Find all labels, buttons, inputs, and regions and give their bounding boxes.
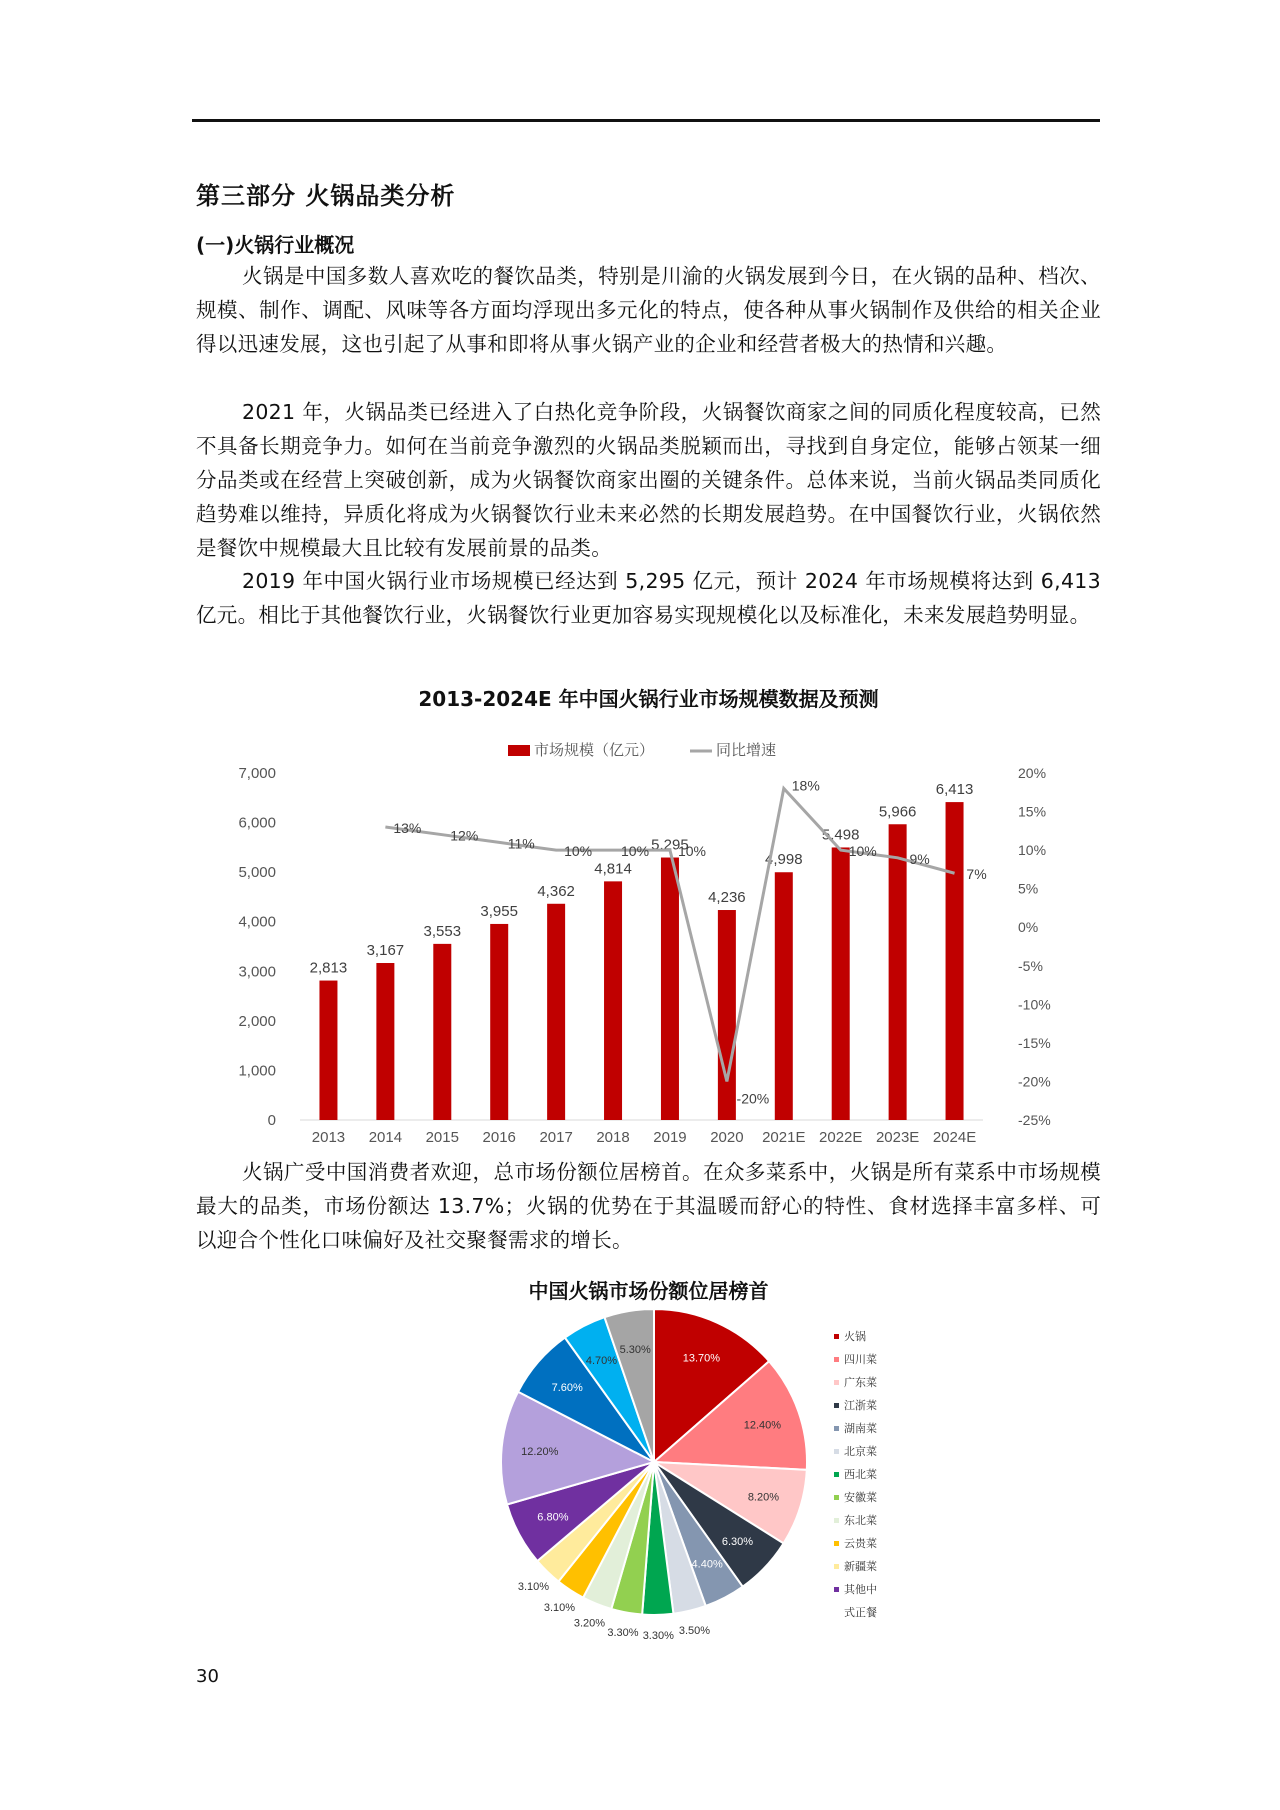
category-label: 2021E xyxy=(762,1129,806,1146)
growth-data-label: 9% xyxy=(909,850,930,867)
category-label: 2024E xyxy=(932,1129,977,1146)
legend-swatch xyxy=(834,1380,839,1385)
pie-data-label: 3.30% xyxy=(642,1629,674,1642)
bar-data-label: 4,998 xyxy=(765,851,803,869)
pie-data-label: 3.30% xyxy=(607,1627,639,1640)
pie-data-label: 8.20% xyxy=(747,1491,780,1504)
right-axis-tick: -15% xyxy=(1018,1034,1051,1051)
category-label: 2022E xyxy=(819,1129,863,1146)
growth-data-label: 10% xyxy=(621,843,650,860)
legend-line-label: 同比增速 xyxy=(716,742,777,759)
right-axis-tick: 0% xyxy=(1018,919,1039,936)
paragraph-1: 火锅是中国多数人喜欢吃的餐饮品类，特别是川渝的火锅发展到今日，在火锅的品种、档次、规模、制作、调配、风味等各方面均浮现出多元化的特点，使各种从事火锅制作及供给的相关企业得以迅速发展，这也引起了从事和即将从事火锅产业的企业和经营者极大的热情和兴趣。 xyxy=(196,264,1101,356)
pie-data-label: 4.70% xyxy=(585,1354,618,1367)
category-label: 2016 xyxy=(482,1129,516,1146)
pie-data-label: 7.60% xyxy=(551,1381,583,1394)
category-label: 2013 xyxy=(311,1129,346,1146)
bar xyxy=(661,858,679,1120)
legend-swatch xyxy=(834,1495,839,1500)
right-axis-tick: 5% xyxy=(1018,880,1039,897)
pie-data-label: 6.80% xyxy=(537,1511,569,1524)
right-axis-tick: 15% xyxy=(1018,803,1047,820)
legend-label: 东北菜 xyxy=(844,1515,877,1527)
bar-data-label: 3,955 xyxy=(480,902,518,920)
right-axis-tick: 20% xyxy=(1018,765,1047,781)
bar-data-label: 3,553 xyxy=(423,922,462,940)
growth-data-label: 10% xyxy=(848,843,877,860)
left-axis-tick: 4,000 xyxy=(238,913,276,931)
legend-swatch xyxy=(834,1334,839,1339)
legend-label: 安徽菜 xyxy=(844,1492,877,1504)
legend-label: 广东菜 xyxy=(844,1377,877,1389)
legend-label: 新疆菜 xyxy=(844,1561,877,1573)
legend-swatch xyxy=(834,1357,839,1362)
growth-data-label: -20% xyxy=(736,1090,770,1107)
bar-data-label: 6,413 xyxy=(935,781,974,799)
pie-data-label: 13.70% xyxy=(682,1352,721,1365)
bar-data-label: 4,362 xyxy=(537,882,575,900)
bar-chart-title: 2013-2024E 年中国火锅行业市场规模数据及预测 xyxy=(418,687,879,711)
left-axis-tick: 1,000 xyxy=(238,1062,276,1080)
pie-chart-title: 中国火锅市场份额位居榜首 xyxy=(528,1279,769,1303)
market-size-chart xyxy=(196,720,1101,1160)
bar-data-label: 4,814 xyxy=(594,860,632,878)
pie-data-label: 3.50% xyxy=(678,1625,711,1638)
category-label: 2017 xyxy=(539,1129,573,1146)
legend-swatch xyxy=(834,1426,839,1431)
bar xyxy=(889,824,907,1120)
bar xyxy=(547,904,565,1120)
legend-label: 北京菜 xyxy=(844,1446,877,1458)
growth-data-label: 11% xyxy=(507,835,535,852)
category-label: 2015 xyxy=(425,1129,459,1146)
pie-data-label: 3.10% xyxy=(543,1601,576,1614)
page-number: 30 xyxy=(196,1666,219,1687)
bar xyxy=(604,881,622,1120)
legend-swatch xyxy=(834,1518,839,1523)
left-axis-tick: 6,000 xyxy=(238,814,276,832)
legend-swatch xyxy=(834,1449,839,1454)
legend-label: 四川菜 xyxy=(844,1354,877,1366)
growth-data-label: 12% xyxy=(450,827,479,844)
header-rule xyxy=(192,119,1100,122)
growth-data-label: 18% xyxy=(791,777,820,794)
legend-label: 西北菜 xyxy=(844,1469,877,1481)
bar-data-label: 2,813 xyxy=(309,959,348,977)
bar-data-label: 4,236 xyxy=(708,889,746,907)
category-label: 2020 xyxy=(710,1129,744,1146)
legend-label: 式正餐 xyxy=(844,1607,877,1619)
bar-data-label: 5,295 xyxy=(651,836,689,854)
pie-data-label: 3.20% xyxy=(573,1617,606,1630)
bar xyxy=(718,910,736,1120)
left-axis-tick: 3,000 xyxy=(238,963,276,981)
legend-bar-label: 市场规模（亿元） xyxy=(534,742,655,759)
pie-data-label: 5.30% xyxy=(619,1343,651,1356)
pie-data-label: 4.40% xyxy=(691,1558,723,1571)
growth-data-label: 13% xyxy=(393,819,422,836)
right-axis-tick: 10% xyxy=(1018,842,1047,859)
category-label: 2023E xyxy=(875,1129,920,1146)
legend-swatch xyxy=(834,1472,839,1477)
left-axis-tick: 0 xyxy=(267,1112,276,1129)
category-label: 2018 xyxy=(596,1129,630,1146)
pie-data-label: 6.30% xyxy=(721,1535,754,1548)
bar xyxy=(832,847,850,1120)
legend-swatch xyxy=(834,1403,839,1408)
paragraph-4: 火锅广受中国消费者欢迎，总市场份额位居榜首。在众多菜系中，火锅是所有菜系中市场规模最大的品类，市场份额达 13.7%；火锅的优势在于其温暖而舒心的特性、食材选择丰富多样、可以迎合个性化口味偏好及社交聚餐需求的增长。 xyxy=(196,1160,1101,1252)
bar xyxy=(946,802,964,1120)
growth-data-label: 10% xyxy=(564,843,593,860)
bar xyxy=(319,981,337,1120)
pie-data-label: 12.40% xyxy=(743,1419,782,1432)
legend-swatch xyxy=(834,1564,839,1569)
bar xyxy=(775,872,793,1120)
bar xyxy=(433,944,451,1120)
bar-data-label: 5,966 xyxy=(878,803,917,821)
category-label: 2019 xyxy=(653,1129,687,1146)
category-label: 2014 xyxy=(368,1129,403,1146)
right-axis-tick: -5% xyxy=(1018,957,1043,974)
bar xyxy=(376,963,394,1120)
pie-data-label: 12.20% xyxy=(521,1445,559,1458)
paragraph-3: 2019 年中国火锅行业市场规模已经达到 5,295 亿元，预计 2024 年市场规模将达到 6,413 亿元。相比于其他餐饮行业，火锅餐饮行业更加容易实现规模化以及标准化，未来发展趋势明显。 xyxy=(196,569,1101,627)
legend-label: 湖南菜 xyxy=(844,1423,877,1435)
section-heading: 第三部分 火锅品类分析 xyxy=(196,182,456,210)
left-axis-tick: 7,000 xyxy=(238,765,276,782)
legend-label: 其他中 xyxy=(844,1584,877,1596)
left-axis-tick: 5,000 xyxy=(238,864,276,882)
right-axis-tick: -20% xyxy=(1018,1073,1051,1090)
bar-data-label: 3,167 xyxy=(366,942,405,960)
legend-swatch xyxy=(834,1587,839,1592)
legend-label: 云贵菜 xyxy=(844,1538,877,1550)
legend-label: 火锅 xyxy=(844,1331,866,1343)
right-axis-tick: -25% xyxy=(1018,1112,1051,1128)
paragraph-2: 2021 年，火锅品类已经进入了白热化竞争阶段，火锅餐饮商家之间的同质化程度较高，已然不具备长期竞争力。如何在当前竞争激烈的火锅品类脱颖而出，寻找到自身定位，能够占领某一细分品类或在经营上突破创新，成为火锅餐饮商家出圈的关键条件。总体来说，当前火锅品类同质化趋势难以维持，异质化将成为火锅餐饮行业未来必然的长期发展趋势。在中国餐饮行业，火锅依然是餐饮中规模最大且比较有发展前景的品类。 xyxy=(196,400,1101,560)
right-axis-tick: -10% xyxy=(1018,996,1051,1013)
left-axis-tick: 2,000 xyxy=(238,1012,276,1030)
growth-data-label: 7% xyxy=(966,866,987,883)
legend-swatch xyxy=(834,1541,839,1546)
market-share-pie xyxy=(440,1310,940,1660)
pie-data-label: 3.10% xyxy=(517,1581,550,1594)
growth-data-label: 10% xyxy=(677,843,706,860)
bar-data-label: 5,498 xyxy=(821,826,860,844)
legend-label: 江浙菜 xyxy=(844,1400,877,1412)
bar xyxy=(490,924,508,1120)
legend-bar-swatch xyxy=(508,745,530,756)
subsection-heading: (一)火锅行业概况 xyxy=(196,233,355,257)
